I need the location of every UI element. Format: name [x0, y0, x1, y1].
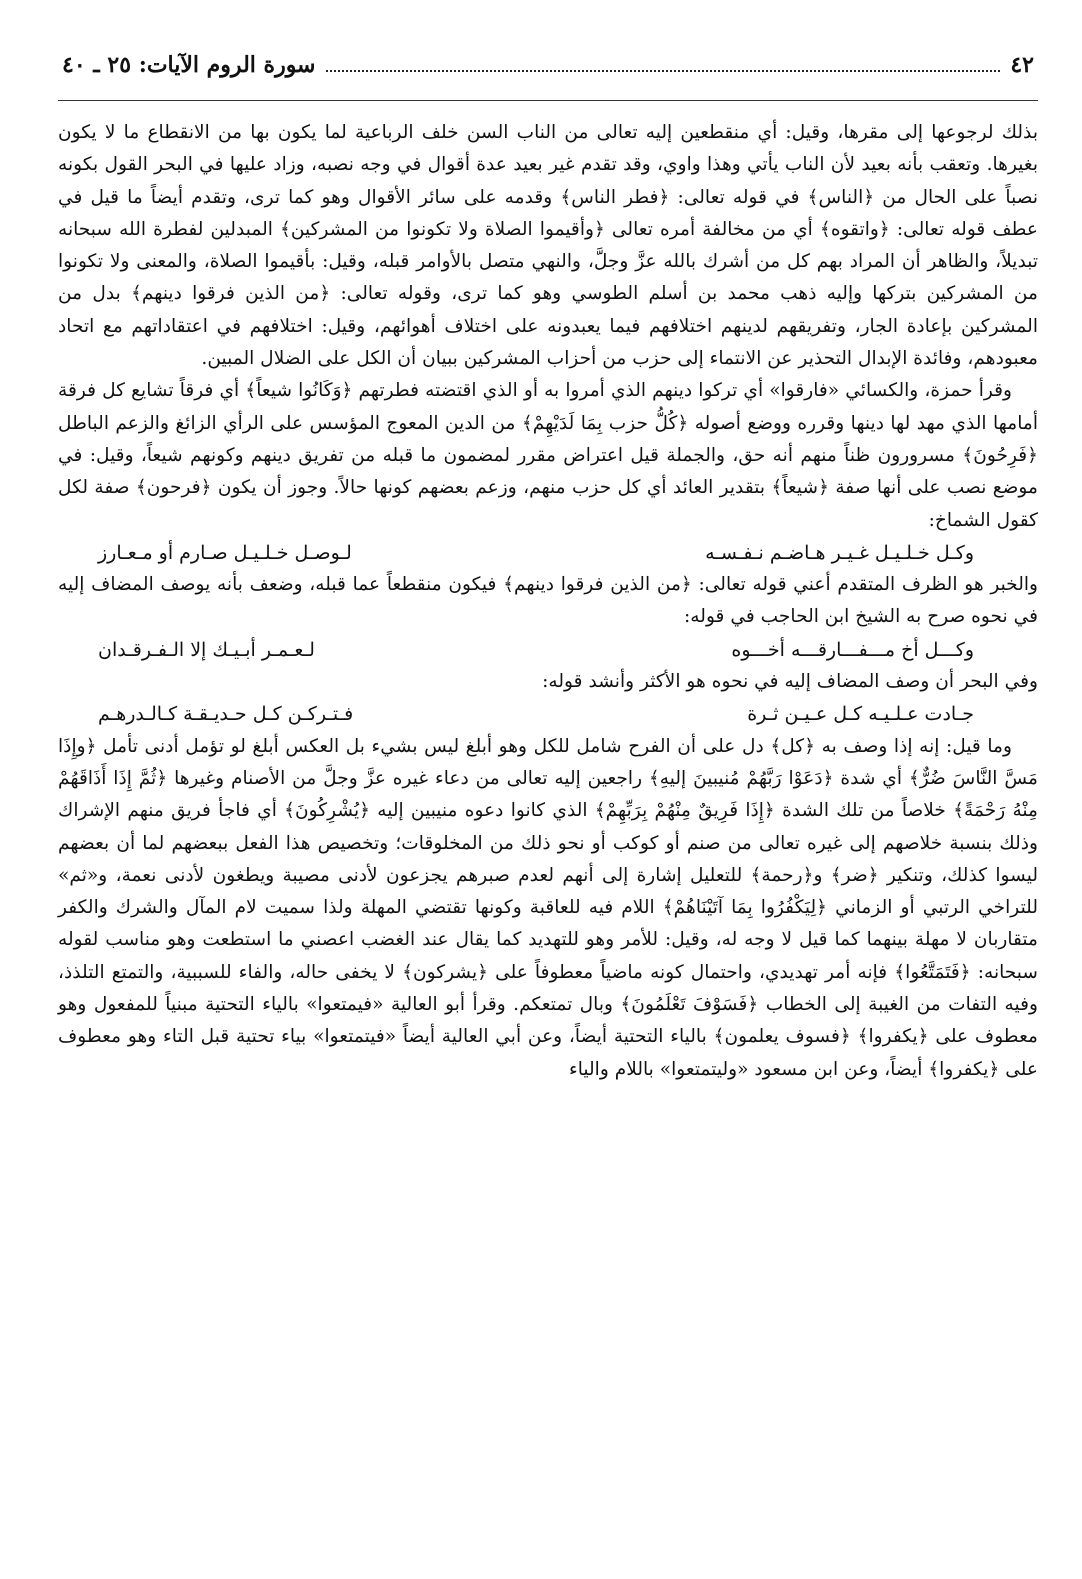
- verse-first-hemistich: وكـــل أخ مـــفـــارقـــه أخـــوه: [731, 638, 974, 661]
- paragraph: وفي البحر أن وصف المضاف إليه في نحوه هو الأكثر وأنشد قوله:: [542, 671, 1038, 693]
- verse-first-hemistich: وكـل خـلـيـل غـيـر هـاضـم نـفـسـه: [705, 541, 974, 564]
- page-number: ٤٢: [1010, 52, 1034, 78]
- verse-second-hemistich: لـعـمـر أبـيـك إلا الـفـرقـدان: [98, 638, 315, 661]
- paragraph: بذلك لرجوعها إلى مقرها، وقيل: أي منقطعين إليه تعالى من الناب السن خلف الرباعية لما يكون بها من الانقطاع ما لا يكون بغيرها. وتعقب بأنه بعيد لأن الناب يأتي وهذا واوي، وقد تقدم غير بعيد عدة أقوال في وجه نصبه، وزاد عليها في البحر القول بكونه نصباً على الحال من ﴿الناس﴾ في قوله تعالى: ﴿فطر الناس﴾ وقدمه على سائر الأقوال وهو كما ترى، وتقدم أيضاً ما قيل في عطف قوله تعالى: ﴿واتقوه﴾ أي من مخالفة أمره تعالى ﴿وأقيموا الصلاة ولا تكونوا من المشركين﴾ المبدلين لفطرة الله سبحانه تبديلاً، والظاهر أن المراد بهم كل من أشرك بالله عزَّ وجلَّ، والنهي متصل بالأوامر قبله، وقيل: بأقيموا الصلاة، والمعنى ولا تكونوا من المشركين بتركها وإليه ذهب محمد بن أسلم الطوسي وهو كما ترى، وقوله تعالى: ﴿من الذين فرقوا دينهم﴾ بدل من المشركين بإعادة الجار، وتفريقهم لدينهم اختلافهم فيما يعبدونه على اختلاف أهوائهم، وقيل: اختلافهم في اعتقاداتهم مع اتحاد معبودهم، وفائدة الإبدال التحذير عن الانتماء إلى حزب من أحزاب المشركين ببيان أن الكل على الضلال المبين.: [58, 122, 1038, 370]
- paragraph: وما قيل: إنه إذا وصف به ﴿كل﴾ دل على أن الفرح شامل للكل وهو أبلغ ليس بشيء بل العكس أبلغ لو تؤمل أدنى تأمل ﴿وإِذَا مَسَّ النَّاسَ ضُرٌّ﴾ أي شدة ﴿دَعَوْا رَبَّهُمْ مُنيبينَ إليهِ﴾ راجعين إليه تعالى من دعاء غيره عزَّ وجلَّ من الأصنام وغيرها ﴿ثُمَّ إِذَا أَذَاقَهُمْ مِنْهُ رَحْمَةً﴾ خلاصاً من تلك الشدة ﴿إِذَا فَرِيقٌ مِنْهُمْ بِرَبِّهِمْ﴾ الذي كانوا دعوه منيبين إليه ﴿يُشْرِكُونَ﴾ أي فاجأ فريق منهم الإشراك وذلك بنسبة خلاصهم إلى غيره تعالى من صنم أو كوكب أو نحو ذلك من المخلوقات؛ وتخصيص هذا الفعل ببعضهم لما أن بعضهم ليسوا كذلك، وتنكير ﴿ضر﴾ و﴿رحمة﴾ للتعليل إشارة إلى أنهم لعدم صبرهم يجزعون لأدنى مصيبة ويطغون لأدنى نعمة، و«ثم» للتراخي الرتبي أو الزماني ﴿لِيَكْفُرُوا بِمَا آتَيْنَاهُمْ﴾ اللام فيه للعاقبة وكونها تقتضي المهلة ولذا سميت لام المآل والشرك والكفر متقاربان لا مهلة بينهما كما قيل لا وجه له، وقيل: للأمر وهو للتهديد كما يقال عند الغضب اعصني ما استطعت وهو مناسب لقوله سبحانه: ﴿فَتَمَتَّعُوا﴾ فإنه أمر تهديدي، واحتمال كونه ماضياً معطوفاً على ﴿يشركون﴾ لا يخفى حاله، والفاء للسببية، والتمتع التلذذ، وفيه التفات من الغيبة إلى الخطاب ﴿فَسَوْفَ تَعْلَمُونَ﴾ وبال تمتعكم. وقرأ أبو العالية «فيمتعوا» بالياء التحتية مبنياً للمفعول وهو معطوف على ﴿يكفروا﴾ ﴿فسوف يعلمون﴾ بالياء التحتية أيضاً، وعن أبي العالية أيضاً «فيتمتعوا» بياء تحتية قبل التاء وهو معطوف على ﴿يكفروا﴾ أيضاً، وعن ابن مسعود «وليتمتعوا» باللام والياء: [58, 735, 1038, 1080]
- header-leader-dots: [326, 70, 1001, 72]
- body-text: [58, 117, 1038, 1086]
- poetry-verse: [58, 698, 1038, 730]
- running-title: سورة الروم الآيات: ٢٥ ـ ٤٠: [62, 52, 316, 78]
- paragraph: والخبر هو الظرف المتقدم أعني قوله تعالى: ﴿من الذين فرقوا دينهم﴾ فيكون منقطعاً عما قبله، وضعف بأنه يوصف المضاف إليه في نحوه صرح به الشيخ ابن الحاجب في قوله:: [58, 574, 1038, 628]
- poetry-verse: [58, 537, 1038, 569]
- paragraph: وقرأ حمزة، والكسائي «فارقوا» أي تركوا دينهم الذي أمروا به أو الذي اقتضته فطرتهم ﴿وَكَانُوا شيعاً﴾ أي فرقاً تشايع كل فرقة أمامها الذي مهد لها دينها وقرره ووضع أصوله ﴿كُلُّ حزب بِمَا لَدَيْهِمْ﴾ من الدين المعوج المؤسس على الرأي الزائغ والزعم الباطل ﴿فَرِحُونَ﴾ مسرورون ظناً منهم أنه حق، والجملة قيل اعتراض مقرر لمضمون ما قبله من تفريق دينهم وكونهم شيعاً، وقيل: في موضع نصب على أنها صفة ﴿شيعاً﴾ بتقدير العائد أي كل حزب منهم، وزعم بعضهم كونها حالاً. وجوز أن يكون ﴿فرحون﴾ صفة لكل كقول الشماخ:: [58, 380, 1038, 531]
- poetry-verse: [58, 634, 1038, 666]
- document-page: [58, 52, 1038, 1552]
- verse-second-hemistich: فـتـركـن كـل حـديـقـة كـالـدرهـم: [98, 703, 354, 726]
- page-header: [58, 52, 1038, 101]
- verse-first-hemistich: جـادت عـلـيـه كـل عـيـن ثـرة: [747, 703, 974, 726]
- verse-second-hemistich: لـوصـل خـلـيـل صـارم أو مـعـارز: [98, 541, 352, 564]
